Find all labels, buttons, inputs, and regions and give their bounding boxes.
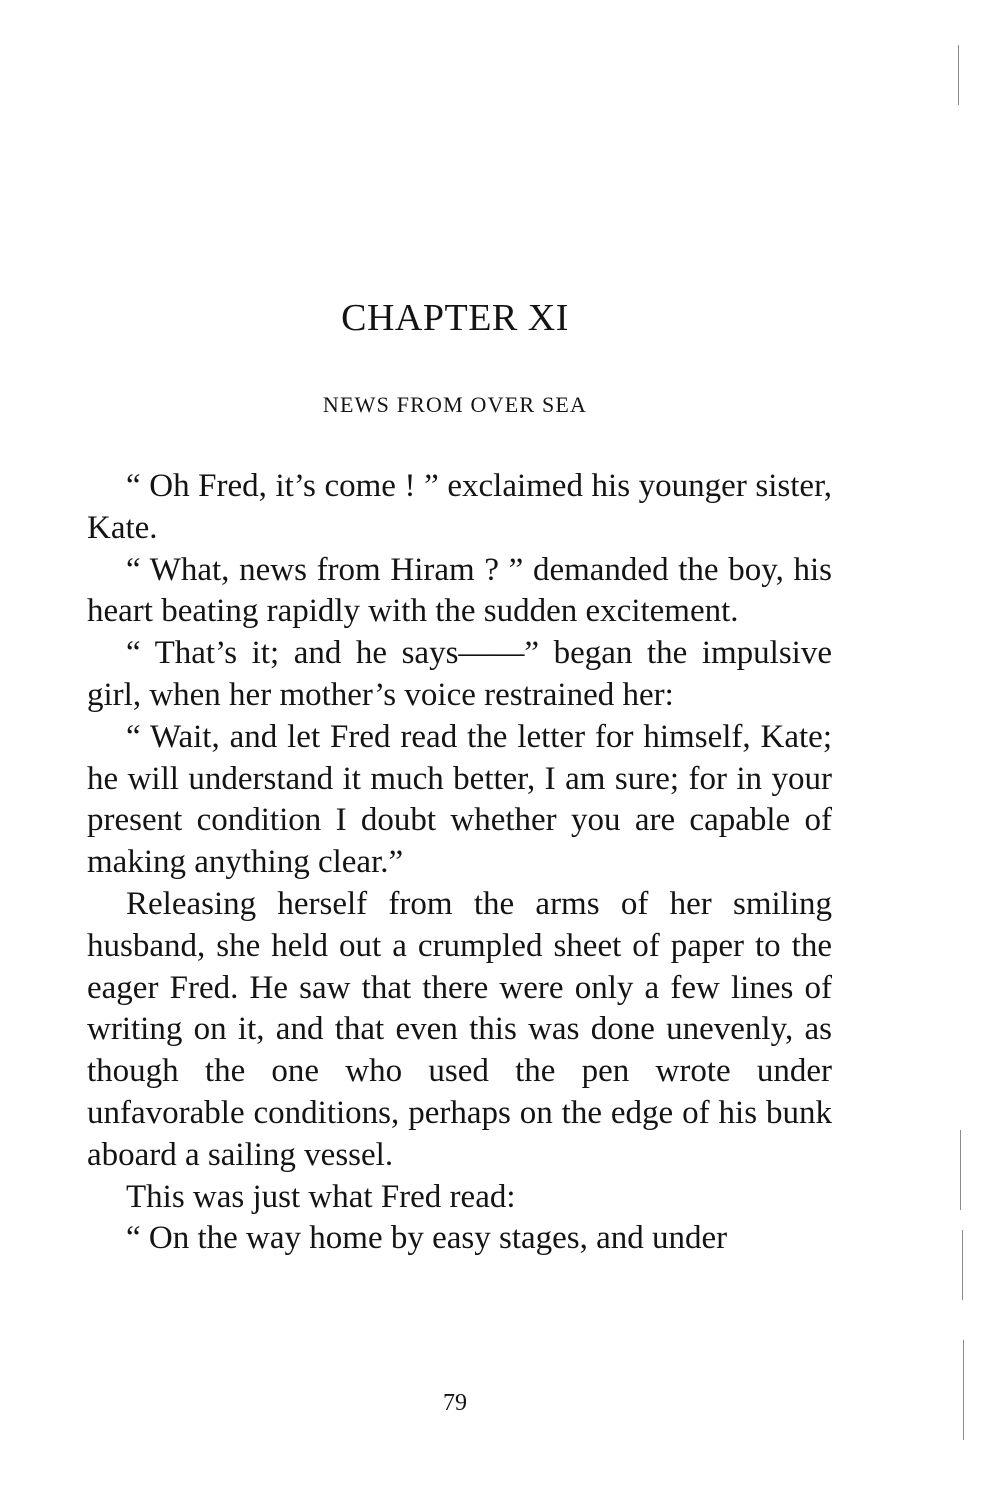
page-number: 79 — [443, 1390, 467, 1416]
scan-speck — [960, 1130, 961, 1210]
paragraph: This was just what Fred read: — [126, 1178, 516, 1215]
paragraph: “ On the way home by easy stages, and under — [126, 1220, 728, 1257]
scan-speck — [962, 1230, 963, 1300]
chapter-title: CHAPTER XI — [341, 297, 569, 339]
paragraph: “ Oh Fred, it’s come ! ” exclaimed his younger sister, Kate. — [87, 468, 832, 546]
paragraph: “ Wait, and let Fred read the letter for himself, Kate; he will understand it much better, I am sure; for in your present condition I doubt whether you are capable of making anything clear.” — [87, 718, 832, 881]
scan-speck — [958, 45, 959, 105]
scan-speck — [963, 1340, 964, 1440]
body-text — [87, 466, 832, 1260]
paragraph: Releasing herself from the arms of her smiling husband, she held out a crumpled sheet of paper to the eager Fred. He saw that there were only a few lines of writing on it, and that even this was done unevenly, as though the one who used the pen wrote under unfavorable conditions, perhaps on the edge of his bunk aboard a sailing vessel. — [87, 885, 832, 1173]
paragraph: “ What, news from Hiram ? ” demanded the boy, his heart beating rapidly with the sudden excitement. — [87, 551, 832, 630]
chapter-subtitle: NEWS FROM OVER SEA — [322, 392, 588, 417]
paragraph: “ That’s it; and he says——” began the impulsive girl, when her mother’s voice restrained her: — [87, 635, 832, 713]
